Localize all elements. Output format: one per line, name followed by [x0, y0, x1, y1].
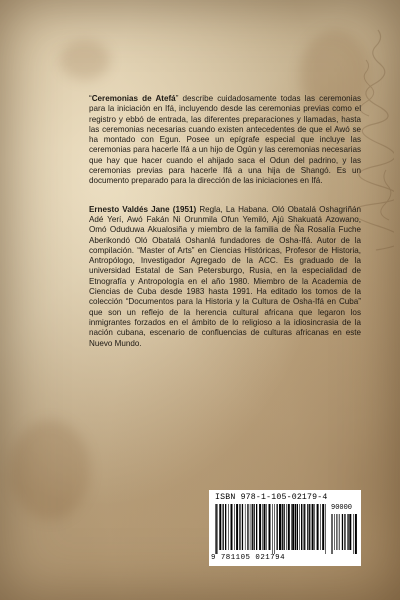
- paper-stain: [60, 40, 110, 80]
- barcode-bar: [299, 504, 300, 550]
- barcode-bar: [274, 504, 275, 554]
- barcode-bar: [331, 514, 332, 554]
- barcode-bar: [334, 514, 335, 550]
- barcode-bar: [297, 504, 298, 550]
- barcode-bar: [317, 504, 319, 550]
- barcode-bar: [342, 514, 343, 550]
- description-body: describe cuidadosamente todas las ceremonias para la iniciación en Ifá, incluyendo desde las ceremonias previas como el registro y ebbó de entrada, las diferentes preparaciones y llamadas, hasta las ceremonias necesarias cuando existen antecedentes de que el Awó se ha montado con Egun. Posee un epígrafe especial que incluye las ceremonias para hacerle Ifá a un hijo de Ogún y las ceremonias necesarias que hay que hacer cuando el ahijado saca el Odun del padrino, y las ceremonias previas para hacerle Ifá a una hija de Shangó. Es un documento preparado para la dirección de las iniciaciones en Ifá.: [89, 94, 362, 186]
- barcode-bar: [231, 504, 233, 550]
- barcode-bar: [288, 504, 290, 550]
- barcode-bar: [256, 504, 257, 550]
- barcode-bar: [314, 504, 315, 550]
- author-name: Ernesto Valdés Jane (1951): [89, 204, 197, 214]
- barcode-bar: [277, 504, 278, 550]
- barcode-bar: [250, 504, 251, 550]
- barcode-bar: [344, 514, 345, 550]
- barcode-digits: 9 781105 021794: [211, 554, 286, 562]
- addon-barcode-bars: [331, 514, 357, 554]
- barcode-bar: [286, 504, 287, 550]
- barcode-bar: [309, 504, 310, 550]
- barcode-bar: [259, 504, 261, 550]
- barcode-bar: [234, 504, 235, 550]
- barcode-bar: [325, 504, 326, 554]
- barcode-bar: [291, 504, 292, 550]
- barcode-bar: [303, 504, 304, 550]
- isbn-label: ISBN 978-1-105-02179-4: [215, 493, 328, 502]
- barcode-bar: [239, 504, 240, 550]
- barcode-bar: [264, 504, 266, 550]
- barcode-bar: [269, 504, 271, 550]
- barcode-bar: [219, 504, 221, 550]
- barcode-bar: [347, 514, 348, 550]
- author-biography: [89, 205, 361, 349]
- barcode-bar: [339, 514, 340, 550]
- author-bio-text: Regla, La Habana. Oló Obatalá Oshagriñán Adé Yerí, Awó Fakán Ni Orunmila Ofun Yemiló, Ajú Shakuatá Azowano, Omó Oduduwa Akualosiña y miembro de la familia de Ña Rosalía Fuche Aberikondó Oló Obatalá Oshanlá fundadores de Osha-Ifá. Autor de la compilación. “Master of Arts” en Ciencias Históricas, Profesor de Historia, Antropólogo, Investigador Agregado de la ACC. Es graduado de la universidad Estatal de San Petersburgo, Rusia, en la especialidad de Etnografía y Antropología en el año 1980. Miembro de la Academia de Ciencias de Cuba desde 1983 hasta 1991. Ha editado los tomos de la colección “Documentos para la Historia y la Cultura de Osha-Ifá en Cuba” que son un reflejo de la herencia cultural africana que legaron los inmigrantes forzados en el ámbito de lo religioso a la idiosincrasia de la nación cubana, escenario de confluencias de culturas africanas en este Nuevo Mundo.: [89, 204, 361, 348]
- paper-stain: [10, 420, 90, 520]
- barcode-bar: [216, 504, 217, 554]
- barcode-bar: [307, 504, 308, 550]
- faded-handwriting-decoration: [358, 20, 394, 320]
- barcode-bar: [336, 514, 337, 550]
- barcode-bar: [301, 504, 302, 550]
- book-title: Ceremonias de Atefá: [91, 94, 176, 103]
- barcode-bar: [282, 504, 283, 550]
- barcode-bar: [225, 504, 226, 550]
- barcode-bar: [355, 514, 357, 554]
- barcode-bar: [254, 504, 255, 550]
- barcode-bar: [266, 504, 267, 550]
- barcode-bar: [252, 504, 253, 550]
- price-code: 90000: [331, 504, 353, 512]
- barcode-bar: [262, 504, 263, 550]
- barcode-bar: [215, 504, 216, 554]
- barcode-bar: [242, 504, 243, 550]
- barcode-bar: [247, 504, 248, 550]
- back-cover-text: [89, 94, 361, 349]
- barcode-bar: [338, 514, 339, 550]
- close-quote: ”: [175, 94, 179, 103]
- book-description: [89, 94, 361, 187]
- barcode-bar: [353, 514, 354, 554]
- barcode-bar: [322, 504, 324, 550]
- barcode-bar: [272, 504, 273, 554]
- open-quote: “: [89, 94, 92, 103]
- barcode-bar: [223, 504, 224, 550]
- barcode-bar: [312, 504, 314, 550]
- barcode-bar: [245, 504, 246, 550]
- barcode-bar: [349, 514, 351, 550]
- barcode-bar: [332, 514, 333, 554]
- barcode-bar: [295, 504, 296, 550]
- barcode-bar: [292, 504, 294, 550]
- barcode-bar: [304, 504, 305, 550]
- barcode-bars: [215, 504, 327, 554]
- barcode-bar: [320, 504, 321, 550]
- barcode-bar: [279, 504, 281, 550]
- isbn-barcode: [209, 490, 361, 566]
- barcode-bar: [228, 504, 229, 550]
- barcode-bar: [236, 504, 238, 550]
- barcode-bar: [284, 504, 285, 550]
